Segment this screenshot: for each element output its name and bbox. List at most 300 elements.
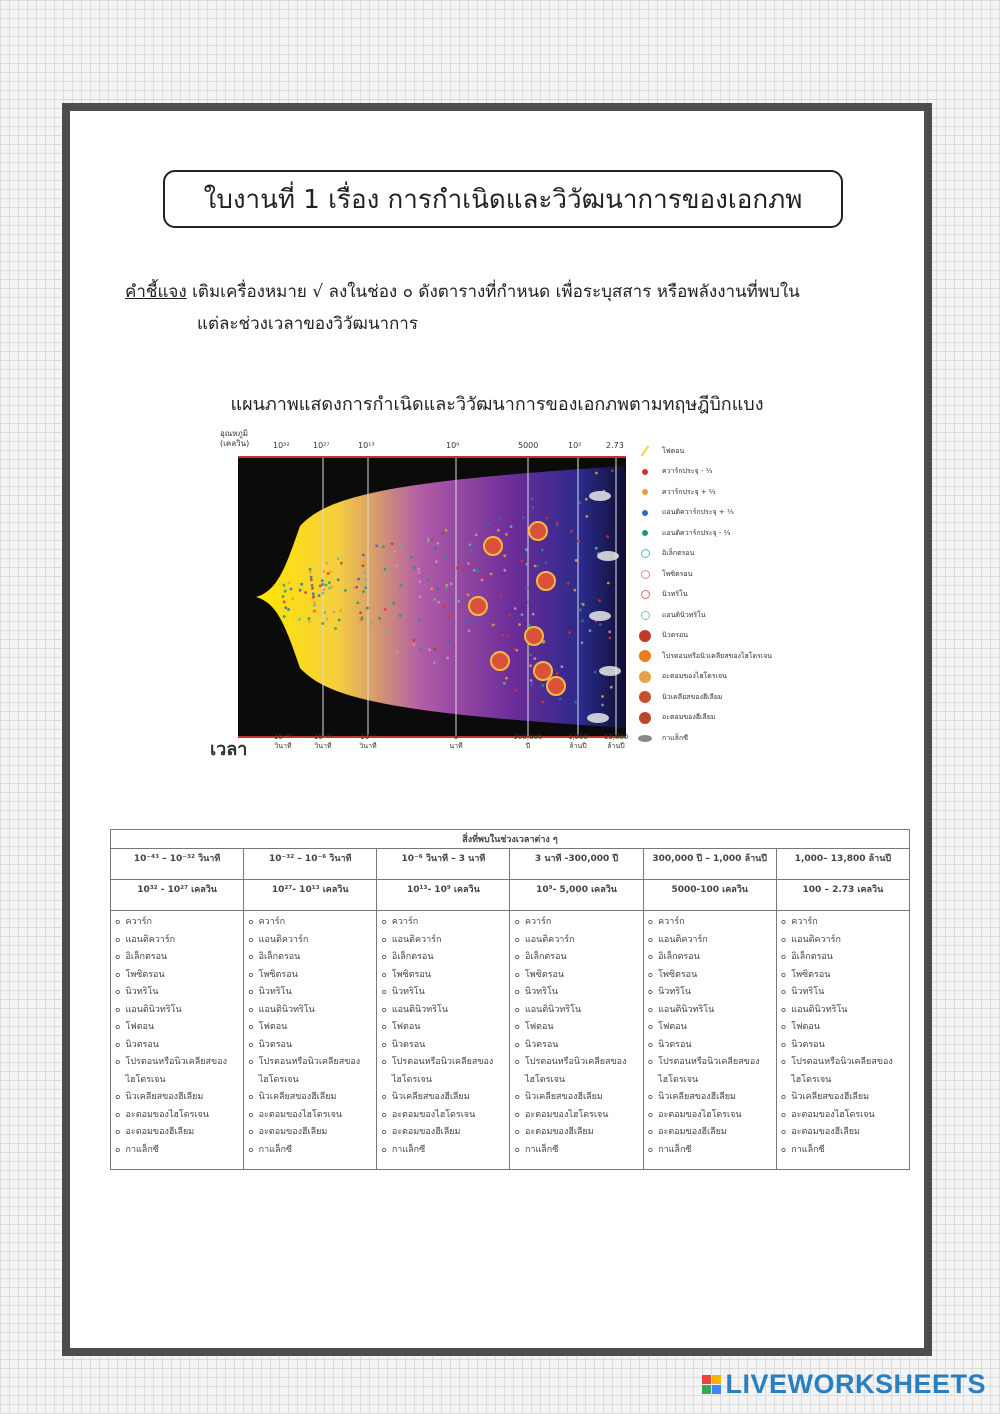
option-label: กาแล็กซี (658, 1144, 692, 1155)
option-label: แอนติควาร์ก (658, 934, 708, 945)
option-checkbox[interactable]: ๐ (780, 952, 787, 962)
option-checkbox[interactable]: ๐ (647, 917, 654, 927)
option-label: อิเล็กตรอน (391, 952, 434, 962)
option-checkbox[interactable]: ๐ (780, 1109, 787, 1120)
particle-dot (321, 583, 324, 586)
logo-text: LIVEWORKSHEETS (725, 1369, 986, 1399)
option-checkbox[interactable]: ๐ (780, 1004, 787, 1015)
particle-dot (373, 581, 376, 584)
option-item (248, 1054, 372, 1089)
particle-dot (314, 610, 317, 613)
particle-dot (396, 651, 399, 654)
option-checkbox[interactable]: ๐ (647, 1127, 654, 1137)
option-label: นิวเคลียสของฮีเลียม (391, 1092, 470, 1102)
option-checkbox[interactable]: ๐ (115, 934, 121, 945)
option-checkbox[interactable]: ๐ (780, 1144, 787, 1155)
option-checkbox[interactable]: ๐ (115, 952, 121, 962)
option-item (115, 1142, 239, 1160)
options-cell (643, 911, 776, 1170)
particle-dot (319, 585, 322, 588)
particle-dot (291, 597, 294, 600)
option-label: กาแล็กซี (791, 1144, 825, 1155)
particle-dot (465, 620, 468, 623)
particle-dot (598, 599, 601, 602)
option-checkbox[interactable]: ๐ (780, 1022, 787, 1032)
particle-dot (427, 579, 430, 582)
legend-item (638, 687, 723, 707)
quark-red-icon (638, 465, 652, 479)
particle-dot (311, 584, 314, 587)
particle-dot (467, 562, 470, 565)
option-checkbox[interactable]: ๐ (514, 917, 520, 927)
particle-dot (308, 617, 311, 620)
option-checkbox[interactable]: ๐ (381, 917, 387, 927)
particle-dot (329, 570, 332, 573)
option-checkbox[interactable]: ๐ (381, 1022, 387, 1032)
option-item (648, 1107, 772, 1125)
particle-dot (445, 529, 448, 532)
option-checkbox[interactable]: ๐ (248, 1057, 254, 1067)
particle-dot (417, 568, 420, 571)
option-checkbox[interactable]: ๐ (248, 1144, 254, 1155)
diagram-title: แผนภาพแสดงการกำเนิดและวิวัฒนาการของเอกภพตามทฤษฎีบิกแบง (230, 394, 764, 415)
particle-dot (418, 571, 421, 574)
option-label: โปรตอนหรือนิวเคลียสของไฮโดรเจน (658, 1057, 760, 1085)
temperature-tick: 10¹³ (358, 441, 375, 450)
option-label: โพซิตรอน (391, 969, 431, 980)
legend-label: นิวเคลียสของฮีเลียม (662, 692, 723, 701)
option-item (514, 1054, 638, 1089)
option-label: ควาร์ก (391, 917, 419, 927)
option-label: นิวเคลียสของฮีเลียม (658, 1092, 736, 1102)
particle-dot (333, 611, 336, 614)
particle-dot (394, 550, 397, 553)
galaxy-shape (589, 611, 611, 621)
legend-label: แอนติควาร์กประจุ - ⅔ (662, 528, 731, 537)
option-item (514, 1124, 638, 1142)
option-checkbox[interactable]: ๐ (780, 934, 787, 945)
option-checkbox[interactable]: ๐ (514, 1057, 520, 1067)
table-header: สิ่งที่พบในช่วงเวลาต่าง ๆ (111, 830, 910, 849)
option-item (648, 1124, 772, 1142)
option-checkbox[interactable]: ๐ (248, 987, 254, 997)
legend-item (638, 708, 715, 728)
option-label: แอนตินิวทริโน (791, 1004, 848, 1015)
particle-dot (573, 589, 576, 592)
option-item (648, 1002, 772, 1020)
option-label: นิวเคลียสของฮีเลียม (125, 1092, 204, 1102)
option-item (648, 1142, 772, 1160)
particle-dot (321, 622, 324, 625)
particle-dot (469, 543, 472, 546)
option-item (514, 914, 638, 932)
option-item (781, 1054, 905, 1089)
option-checkbox[interactable]: ๐ (514, 1127, 520, 1137)
particle-dot (507, 635, 510, 638)
legend-label: กาแล็กซี (662, 733, 688, 742)
time-tick-value: 13,800 (603, 733, 629, 741)
option-checkbox[interactable]: ๐ (248, 969, 254, 980)
option-label: โปรตอนหรือนิวเคลียสของไฮโดรเจน (791, 1057, 893, 1085)
option-checkbox[interactable]: ๐ (647, 1022, 654, 1032)
particle-dot (434, 547, 437, 550)
option-item (514, 967, 638, 985)
particle-dot (607, 582, 610, 585)
particle-dot (321, 579, 324, 582)
particle-dot (325, 584, 328, 587)
particle-dot (475, 534, 478, 537)
particle-dot (579, 502, 582, 505)
option-checkbox[interactable]: ๐ (115, 987, 121, 997)
option-item (514, 1089, 638, 1107)
time-tick-unit: วินาที (274, 742, 292, 750)
option-checkbox[interactable]: ๐ (381, 987, 387, 997)
particle-dot (577, 540, 580, 543)
legend-item (638, 462, 712, 482)
option-label: โฟตอน (791, 1022, 820, 1032)
option-checkbox[interactable]: ๐ (381, 952, 387, 962)
option-item (648, 984, 772, 1002)
option-label: โปรตอนหรือนิวเคลียสของไฮโดรเจน (391, 1057, 494, 1085)
legend-item (638, 503, 734, 523)
particle-dot (450, 582, 453, 585)
helium-nucleus-icon (638, 690, 652, 704)
particle-dot (541, 700, 544, 703)
particle-dot (399, 614, 402, 617)
option-label: โฟตอน (524, 1022, 554, 1032)
option-checkbox[interactable]: ๐ (514, 1004, 520, 1015)
particle-dot (322, 570, 325, 573)
quark-orange-icon (638, 485, 652, 499)
option-item (381, 967, 505, 985)
option-label: โพซิตรอน (658, 969, 698, 980)
option-item (381, 1124, 505, 1142)
option-checkbox[interactable]: ๐ (780, 987, 787, 997)
option-checkbox[interactable]: ๐ (115, 1109, 121, 1120)
option-label: นิวเคลียสของฮีเลียม (258, 1092, 337, 1102)
options-cell (111, 911, 244, 1170)
option-checkbox[interactable]: ๐ (115, 1092, 121, 1102)
option-checkbox[interactable]: ๐ (381, 1144, 387, 1155)
temperature-header: 10¹³- 10⁹ เคลวิน (377, 880, 510, 911)
particle-dot (309, 568, 312, 571)
option-checkbox[interactable]: ๐ (248, 1022, 254, 1032)
particle-dot (283, 585, 286, 588)
particle-dot (457, 600, 460, 603)
time-tick-value: 10⁻³² (313, 733, 333, 741)
option-label: โฟตอน (258, 1022, 288, 1032)
particle-dot (582, 603, 585, 606)
particle-dot (436, 542, 439, 545)
time-tick (596, 733, 636, 751)
option-item (648, 949, 772, 967)
option-item (381, 1002, 505, 1020)
particle-dot (418, 580, 421, 583)
option-item (248, 1037, 372, 1055)
time-tick (303, 733, 343, 751)
option-checkbox[interactable]: ๐ (647, 987, 654, 997)
option-item (514, 1037, 638, 1055)
time-tick (436, 733, 476, 751)
option-checkbox[interactable]: ๐ (514, 1022, 520, 1032)
option-checkbox[interactable]: ๐ (248, 1109, 254, 1120)
particle-dot (446, 657, 449, 660)
particle-dot (371, 622, 374, 625)
options-cell (510, 911, 643, 1170)
option-checkbox[interactable]: ๐ (381, 1127, 387, 1137)
particle-dot (525, 548, 528, 551)
temperature-label-line-1: อุณหภูมิ (220, 429, 249, 438)
option-label: อะตอมของไฮโดรเจน (658, 1109, 742, 1120)
option-checkbox[interactable]: ๐ (780, 1039, 787, 1050)
particle-dot (441, 532, 444, 535)
time-tick (508, 733, 548, 751)
option-checkbox[interactable]: ๐ (381, 1092, 387, 1102)
particle-dot (513, 647, 516, 650)
option-checkbox[interactable]: ๐ (514, 1109, 520, 1120)
option-checkbox[interactable]: ๐ (514, 934, 520, 945)
option-checkbox[interactable]: ๐ (248, 1039, 254, 1050)
option-checkbox[interactable]: ๐ (115, 969, 121, 980)
option-label: แอนติควาร์ก (125, 934, 176, 945)
option-item (381, 1142, 505, 1160)
particle-dot (609, 637, 612, 640)
legend-item (638, 605, 706, 625)
option-checkbox[interactable]: ๐ (780, 917, 787, 927)
option-checkbox[interactable]: ๐ (248, 1092, 254, 1102)
option-label: นิวตรอน (125, 1039, 159, 1050)
option-checkbox[interactable]: ๐ (514, 952, 520, 962)
option-label: แอนติควาร์ก (791, 934, 841, 945)
particle-dot (362, 554, 365, 557)
option-checkbox[interactable]: ๐ (381, 969, 387, 980)
particle-dot (534, 565, 537, 568)
option-item (381, 932, 505, 950)
legend-item (638, 585, 688, 605)
legend-label: อะตอมของไฮโดรเจน (662, 672, 727, 680)
option-label: ควาร์ก (258, 917, 286, 927)
particle-dot (444, 556, 447, 559)
particle-dot (413, 566, 416, 569)
option-item (115, 914, 239, 932)
option-label: นิวทริโน (791, 987, 825, 997)
option-checkbox[interactable]: ๐ (514, 987, 520, 997)
particle-dot (300, 583, 303, 586)
instruction-line-2: แต่ละช่วงเวลาของวิวัฒนาการ (197, 314, 418, 334)
particle-dot (392, 602, 395, 605)
option-checkbox[interactable]: ๐ (647, 1057, 654, 1067)
option-label: นิวเคลียสของฮีเลียม (524, 1092, 603, 1102)
particle-dot (579, 609, 582, 612)
particle-dot (608, 630, 611, 633)
option-item (381, 949, 505, 967)
option-checkbox[interactable]: ๐ (514, 1092, 520, 1102)
option-checkbox[interactable]: ๐ (514, 1144, 520, 1155)
option-checkbox[interactable]: ๐ (647, 1144, 654, 1155)
option-checkbox[interactable]: ๐ (381, 1039, 387, 1050)
period-header: 300,000 ปี – 1,000 ล้านปี (643, 849, 776, 880)
option-checkbox[interactable]: ๐ (381, 934, 387, 945)
option-label: ควาร์ก (791, 917, 818, 927)
option-item (381, 914, 505, 932)
particle-dot (298, 618, 301, 621)
option-checkbox[interactable]: ๐ (115, 1144, 121, 1155)
galaxy-shape (597, 551, 619, 561)
option-item (248, 984, 372, 1002)
option-label: โพซิตรอน (258, 969, 298, 980)
logo-mark-icon (702, 1375, 721, 1394)
option-checkbox[interactable]: ๐ (381, 1109, 387, 1120)
option-label: อิเล็กตรอน (791, 952, 833, 962)
particle-dot (356, 602, 359, 605)
options-cell (377, 911, 510, 1170)
option-item (248, 949, 372, 967)
time-tick-value: 1,000 (567, 733, 589, 741)
time-tick-value: 10⁻⁴³ (273, 733, 293, 741)
option-item (248, 1142, 372, 1160)
option-checkbox[interactable]: ๐ (115, 917, 121, 927)
option-label: นิวตรอน (791, 1039, 825, 1050)
particle-dot (501, 634, 504, 637)
particle-dot (601, 695, 604, 698)
particle-dot (419, 648, 422, 651)
option-checkbox[interactable]: ๐ (647, 1004, 654, 1015)
particle-dot (585, 515, 588, 518)
particle-dot (412, 639, 415, 642)
option-label: อะตอมของฮีเลียม (258, 1127, 328, 1137)
option-label: นิวทริโน (524, 987, 558, 997)
particle-dot (400, 545, 403, 548)
option-label: อะตอมของไฮโดรเจน (391, 1109, 476, 1120)
option-checkbox[interactable]: ๐ (248, 934, 254, 945)
particle-dot (283, 601, 286, 604)
option-item (648, 932, 772, 950)
option-checkbox[interactable]: ๐ (248, 917, 254, 927)
galaxy-shape (589, 491, 611, 501)
universe-evolution-plot (238, 456, 626, 738)
option-item (381, 1019, 505, 1037)
nucleus-cluster (525, 627, 543, 645)
option-checkbox[interactable]: ๐ (647, 1039, 654, 1050)
option-checkbox[interactable]: ๐ (248, 1127, 254, 1137)
option-checkbox[interactable]: ๐ (647, 1109, 654, 1120)
observation-table (110, 829, 910, 1170)
particle-dot (434, 647, 437, 650)
option-label: อิเล็กตรอน (125, 952, 168, 962)
option-checkbox[interactable]: ๐ (514, 969, 520, 980)
option-item (514, 1107, 638, 1125)
option-label: นิวทริโน (258, 987, 292, 997)
particle-dot (488, 522, 491, 525)
option-item (781, 1124, 905, 1142)
option-label: นิวตรอน (658, 1039, 692, 1050)
option-label: อะตอมของฮีเลียม (658, 1127, 727, 1137)
particle-dot (311, 587, 314, 590)
option-item (514, 932, 638, 950)
option-checkbox[interactable]: ๐ (248, 952, 254, 962)
option-checkbox[interactable]: ๐ (115, 1004, 121, 1015)
nucleus-cluster (491, 652, 509, 670)
option-checkbox[interactable]: ๐ (780, 969, 787, 980)
option-checkbox[interactable]: ๐ (780, 1057, 787, 1067)
particle-dot (545, 561, 548, 564)
option-checkbox[interactable]: ๐ (248, 1004, 254, 1015)
option-label: กาแล็กซี (391, 1144, 426, 1155)
particle-dot (518, 623, 521, 626)
particle-dot (326, 562, 329, 565)
particle-dot (515, 689, 518, 692)
option-item (648, 1037, 772, 1055)
option-label: โปรตอนหรือนิวเคลียสของไฮโดรเจน (524, 1057, 627, 1085)
option-checkbox[interactable]: ๐ (115, 1127, 121, 1137)
time-tick-unit: ล้านปี (607, 742, 625, 750)
option-checkbox[interactable]: ๐ (381, 1004, 387, 1015)
option-checkbox[interactable]: ๐ (647, 934, 654, 945)
option-item (514, 949, 638, 967)
particle-dot (284, 590, 287, 593)
particle-dot (462, 568, 465, 571)
option-item (381, 984, 505, 1002)
option-checkbox[interactable]: ๐ (647, 1092, 654, 1102)
option-label: โฟตอน (125, 1022, 155, 1032)
option-item (248, 1124, 372, 1142)
particle-dot (338, 619, 341, 622)
option-checkbox[interactable]: ๐ (115, 1057, 121, 1067)
option-label: ควาร์ก (524, 917, 552, 927)
option-item (248, 1107, 372, 1125)
particle-dot (312, 592, 315, 595)
particle-dot (344, 589, 347, 592)
particle-dot (515, 649, 518, 652)
particle-dot (541, 684, 544, 687)
particle-dot (606, 535, 609, 538)
option-label: ควาร์ก (658, 917, 685, 927)
option-checkbox[interactable]: ๐ (647, 969, 654, 980)
legend-label: โปรตอนหรือนิวเคลียสของไฮโดรเจน (662, 651, 773, 660)
option-item (381, 1037, 505, 1055)
nucleus-cluster (484, 537, 502, 555)
nucleus-cluster (469, 597, 487, 615)
legend-item (638, 728, 688, 748)
particle-dot (310, 579, 313, 582)
particle-dot (503, 682, 506, 685)
option-checkbox[interactable]: ๐ (115, 1022, 121, 1032)
option-checkbox[interactable]: ๐ (780, 1127, 787, 1137)
time-tick-value: 3 (453, 733, 459, 741)
option-item (514, 1019, 638, 1037)
option-label: แอนตินิวทริโน (258, 1004, 315, 1015)
option-checkbox[interactable]: ๐ (647, 952, 654, 962)
option-checkbox[interactable]: ๐ (115, 1039, 121, 1050)
option-label: อะตอมของไฮโดรเจน (791, 1109, 875, 1120)
particle-dot (355, 586, 358, 589)
option-checkbox[interactable]: ๐ (381, 1057, 387, 1067)
particle-dot (508, 614, 511, 617)
particle-dot (610, 686, 613, 689)
option-label: กาแล็กซี (524, 1144, 559, 1155)
option-label: ควาร์ก (125, 917, 152, 927)
option-item (115, 932, 239, 950)
option-item (115, 1019, 239, 1037)
particle-dot (567, 582, 570, 585)
option-checkbox[interactable]: ๐ (514, 1039, 520, 1050)
option-label: โฟตอน (658, 1022, 687, 1032)
option-checkbox[interactable]: ๐ (780, 1092, 787, 1102)
particle-dot (399, 584, 402, 587)
legend-label: แอนติควาร์กประจุ + ⅓ (662, 508, 734, 516)
particle-dot (599, 623, 602, 626)
particle-dot (436, 587, 439, 590)
